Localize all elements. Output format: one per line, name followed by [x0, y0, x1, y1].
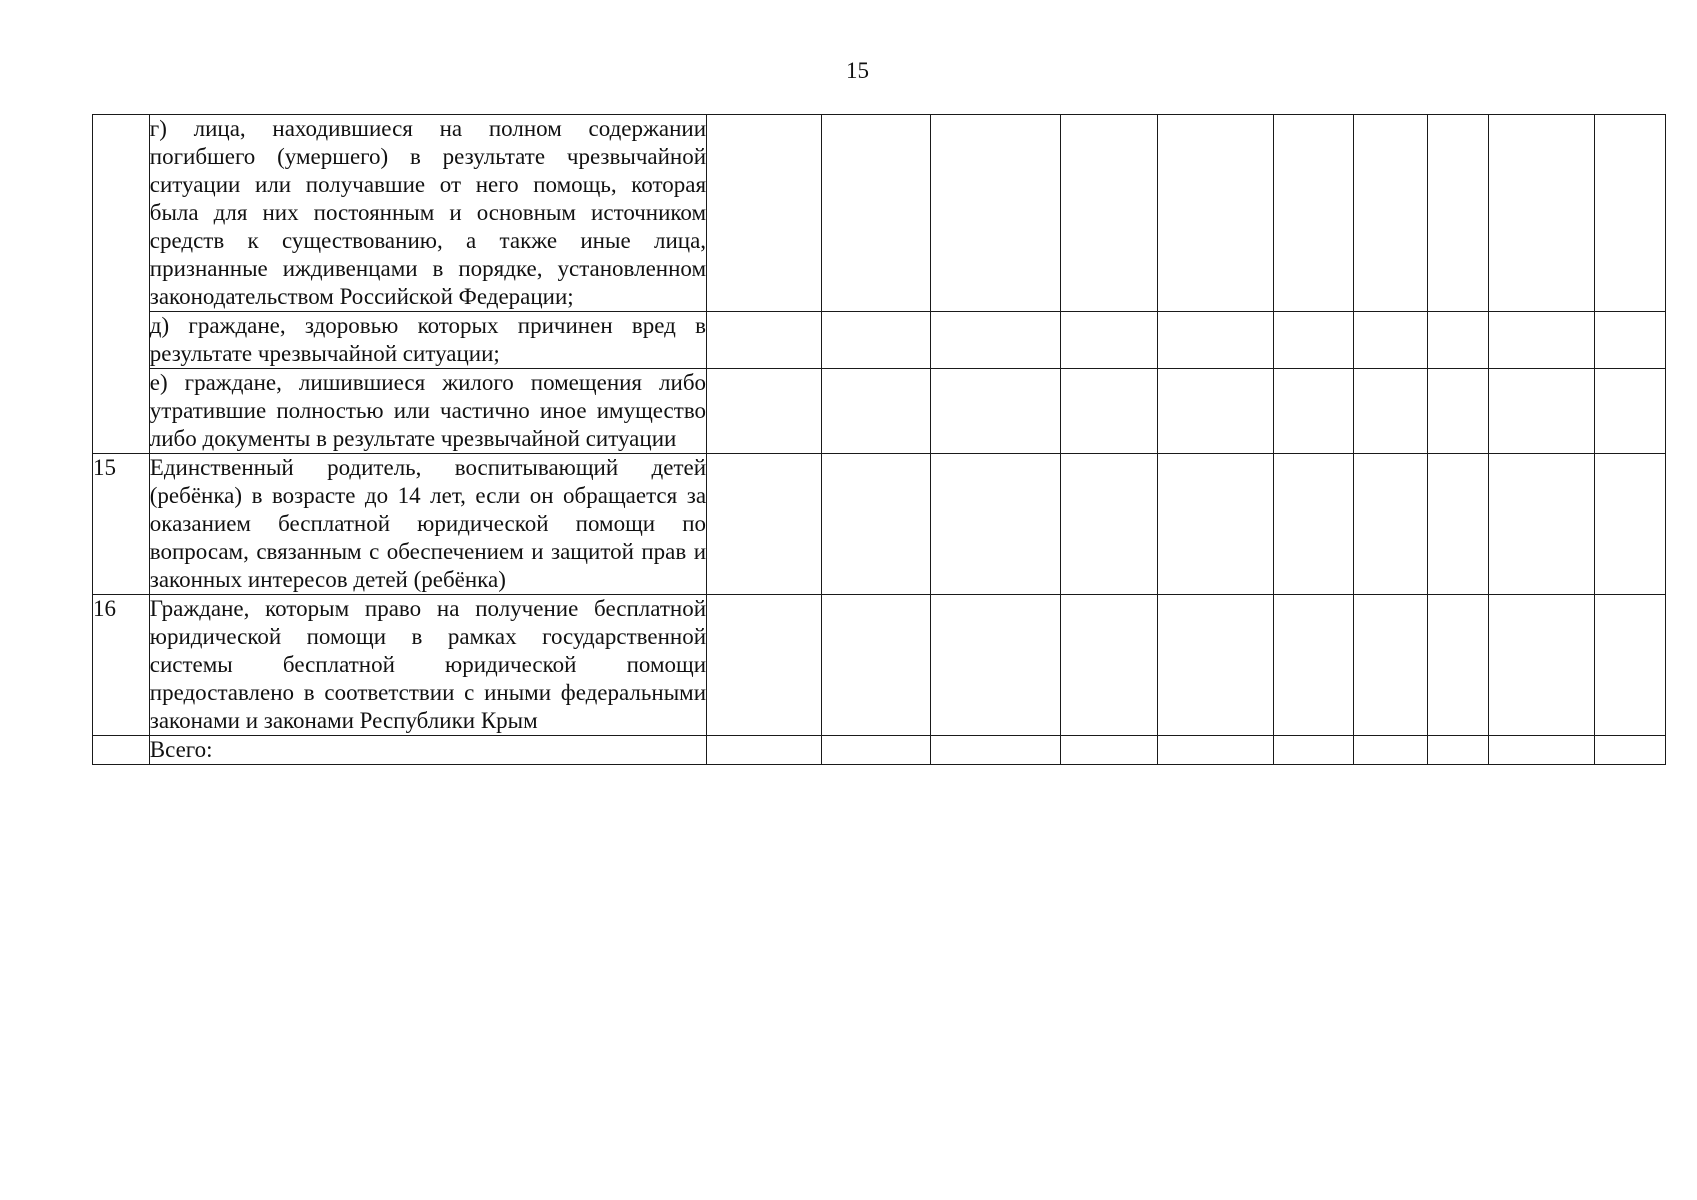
- value-cell: [1061, 369, 1158, 454]
- value-cell: [1595, 595, 1666, 736]
- value-cell: [1595, 115, 1666, 312]
- total-value-cell: [1595, 736, 1666, 765]
- total-value-cell: [707, 736, 822, 765]
- value-cell: [707, 312, 822, 369]
- table-row: [93, 369, 1666, 454]
- value-cell: [1595, 454, 1666, 595]
- row-number: 15: [93, 454, 150, 595]
- total-value-cell: [1273, 736, 1353, 765]
- value-cell: [821, 369, 930, 454]
- value-cell: [821, 454, 930, 595]
- value-cell: [1273, 369, 1353, 454]
- value-cell: [707, 115, 822, 312]
- value-cell: [1489, 454, 1595, 595]
- value-cell: [930, 369, 1060, 454]
- total-row: [93, 736, 1666, 765]
- value-cell: [1273, 595, 1353, 736]
- value-cell: [1595, 369, 1666, 454]
- value-cell: [707, 369, 822, 454]
- row-description: г) лица, находившиеся на полном содержании погибшего (умершего) в результате чрезвычайной ситуации или получавшие от него помощь, которая была для них постоянным и основным источником средств к существованию, а также иные лица, признанные иждивенцами в порядке, установленном законодательством Российской Федерации;: [149, 115, 706, 312]
- value-cell: [821, 312, 930, 369]
- total-value-cell: [1489, 736, 1595, 765]
- value-cell: [1428, 454, 1489, 595]
- value-cell: [1353, 454, 1428, 595]
- value-cell: [707, 595, 822, 736]
- value-cell: [1273, 454, 1353, 595]
- value-cell: [1489, 312, 1595, 369]
- value-cell: [1489, 369, 1595, 454]
- value-cell: [1061, 454, 1158, 595]
- value-cell: [1353, 369, 1428, 454]
- value-cell: [1273, 115, 1353, 312]
- total-number-cell: [93, 736, 150, 765]
- table-row: [93, 454, 1666, 595]
- value-cell: [1353, 312, 1428, 369]
- row-description: Граждане, которым право на получение бесплатной юридической помощи в рамках государственной системы бесплатной юридической помощи предоставлено в соответствии с иными федеральными законами и законами Республики Крым: [149, 595, 706, 736]
- value-cell: [1158, 369, 1274, 454]
- table-row: [93, 312, 1666, 369]
- value-cell: [1273, 312, 1353, 369]
- value-cell: [930, 595, 1060, 736]
- value-cell: [1489, 595, 1595, 736]
- value-cell: [1061, 115, 1158, 312]
- value-cell: [1428, 369, 1489, 454]
- value-cell: [1158, 312, 1274, 369]
- value-cell: [1428, 312, 1489, 369]
- total-value-cell: [1158, 736, 1274, 765]
- value-cell: [930, 115, 1060, 312]
- row-description: е) граждане, лишившиеся жилого помещения либо утратившие полностью или частично иное имущество либо документы в результате чрезвычайной ситуации: [149, 369, 706, 454]
- total-value-cell: [1061, 736, 1158, 765]
- value-cell: [1595, 312, 1666, 369]
- value-cell: [1158, 454, 1274, 595]
- value-cell: [1353, 595, 1428, 736]
- row-number-cell: [93, 115, 150, 454]
- total-value-cell: [1353, 736, 1428, 765]
- value-cell: [821, 115, 930, 312]
- page-number: 15: [846, 58, 869, 83]
- value-cell: [1158, 115, 1274, 312]
- value-cell: [1061, 595, 1158, 736]
- value-cell: [707, 454, 822, 595]
- total-value-cell: [1428, 736, 1489, 765]
- report-table: [92, 114, 1666, 765]
- value-cell: [930, 312, 1060, 369]
- value-cell: [1061, 312, 1158, 369]
- total-value-cell: [821, 736, 930, 765]
- value-cell: [821, 595, 930, 736]
- row-description: Единственный родитель, воспитывающий детей (ребёнка) в возрасте до 14 лет, если он обращается за оказанием бесплатной юридической помощи по вопросам, связанным с обеспечением и защитой прав и законных интересов детей (ребёнка): [149, 454, 706, 595]
- table-row: [93, 115, 1666, 312]
- total-value-cell: [930, 736, 1060, 765]
- total-label: Всего:: [149, 736, 706, 765]
- value-cell: [1353, 115, 1428, 312]
- value-cell: [930, 454, 1060, 595]
- value-cell: [1428, 115, 1489, 312]
- row-number: 16: [93, 595, 150, 736]
- value-cell: [1158, 595, 1274, 736]
- value-cell: [1428, 595, 1489, 736]
- row-description: д) граждане, здоровью которых причинен вред в результате чрезвычайной ситуации;: [149, 312, 706, 369]
- value-cell: [1489, 115, 1595, 312]
- table-row: [93, 595, 1666, 736]
